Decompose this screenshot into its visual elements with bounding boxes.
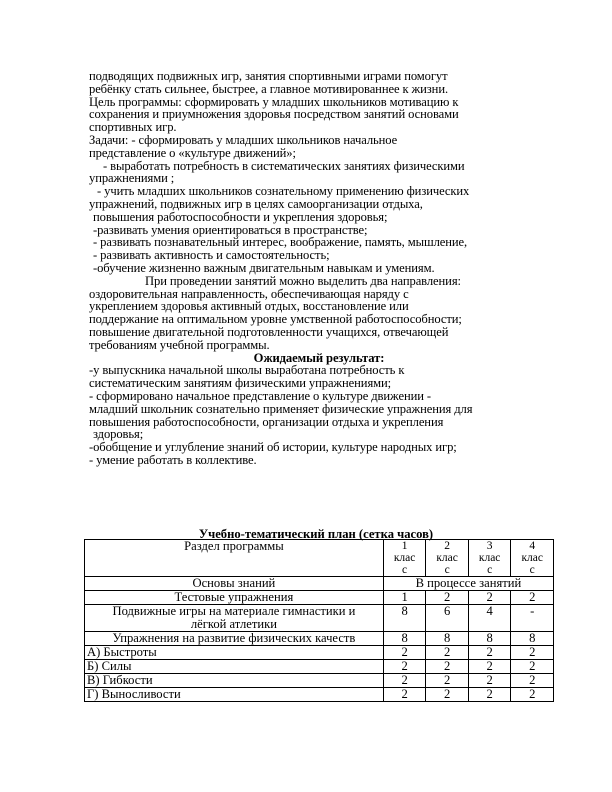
text-line: упражнений, подвижных игр в целях самоорганизации отдыха,	[89, 196, 423, 211]
row-value: 2	[468, 591, 511, 605]
row-value: 2	[468, 660, 511, 674]
row-value: 8	[511, 632, 554, 646]
row-value: 2	[468, 646, 511, 660]
text-line: Цель программы: сформировать у младших школьников мотивацию к	[89, 94, 459, 109]
text-line: -обучение жизненно важным двигательным навыкам и умениям.	[93, 260, 435, 275]
class-header: 4 клас с	[511, 540, 554, 577]
row-value: 2	[468, 688, 511, 702]
text-line: повышения работоспособности и укрепления здоровья;	[93, 209, 388, 224]
text-line: требованиям учебной программы.	[89, 337, 270, 352]
row-value: 2	[426, 674, 469, 688]
text-line: спортивных игр.	[89, 120, 177, 135]
row-name: В) Гибкости	[85, 674, 384, 688]
body-text	[89, 70, 529, 467]
table-row	[85, 632, 554, 646]
text-line: Задачи: - сформировать у младших школьников начальное	[89, 132, 398, 147]
row-value: 2	[426, 591, 469, 605]
result-line: здоровья;	[93, 427, 144, 442]
text-line: - выработать потребность в систематических занятиях физическими	[103, 158, 465, 173]
text-line: ребёнку стать сильнее, быстрее, а главное мотивированнее к жизни.	[89, 81, 449, 96]
row-name: Основы знаний	[85, 577, 384, 591]
row-value: 4	[468, 605, 511, 632]
row-value: 8	[426, 632, 469, 646]
result-line: -у выпускника начальной школы выработана потребность к	[89, 363, 405, 378]
table-row	[85, 688, 554, 702]
table-header-row	[85, 540, 554, 577]
class-header: 2 клас с	[426, 540, 469, 577]
row-value: 8	[383, 632, 426, 646]
section-header: Раздел программы	[85, 540, 384, 577]
row-value: 1	[383, 591, 426, 605]
text-line: - учить младших школьников сознательному применению физических	[97, 184, 470, 199]
row-value-merged: В процессе занятий	[383, 577, 553, 591]
row-value: 2	[426, 688, 469, 702]
text-line: подводящих подвижных игр, занятия спортивными играми помогут	[89, 69, 448, 83]
result-line: повышения работоспособности, организации отдыха и укрепления	[89, 414, 444, 429]
row-value: 2	[383, 646, 426, 660]
row-value: 2	[511, 688, 554, 702]
row-value: 8	[383, 605, 426, 632]
result-line: систематическим занятиям физическими упражнениями;	[89, 376, 392, 391]
text-line: упражнениями ;	[89, 171, 175, 186]
text-line: представление о «культуре движений»;	[89, 145, 296, 160]
text-line: оздоровительная направленность, обеспечивающая наряду с	[89, 286, 409, 301]
class-header: 3 клас с	[468, 540, 511, 577]
table-title: Учебно-тематический план (сетка часов)	[198, 527, 434, 541]
row-value: -	[511, 605, 554, 632]
text-line: -развивать умения ориентироваться в пространстве;	[93, 222, 368, 237]
row-name: Упражнения на развитие физических качеств	[85, 632, 384, 646]
row-value: 6	[426, 605, 469, 632]
row-name: А) Быстроты	[85, 646, 384, 660]
row-value: 8	[468, 632, 511, 646]
table-row	[85, 646, 554, 660]
text-line: При проведении занятий можно выделить два направления:	[145, 273, 461, 288]
row-value: 2	[383, 660, 426, 674]
result-line: - умение работать в коллективе.	[89, 452, 257, 467]
result-line: младший школьник сознательно применяет физические упражнения для	[89, 401, 473, 416]
row-value: 2	[426, 646, 469, 660]
row-value: 2	[511, 591, 554, 605]
text-line: повышение двигательной подготовленности учащихся, отвечающей	[89, 324, 449, 339]
row-value: 2	[383, 688, 426, 702]
table-row	[85, 674, 554, 688]
row-value: 2	[426, 660, 469, 674]
expected-result-heading: Ожидаемый результат:	[253, 350, 385, 365]
row-value: 2	[383, 674, 426, 688]
curriculum-table	[84, 539, 554, 702]
row-value: 2	[468, 674, 511, 688]
row-value: 2	[511, 660, 554, 674]
table-row	[85, 660, 554, 674]
text-line: укреплением здоровья активный отдых, восстановление или	[89, 299, 409, 314]
table-row	[85, 605, 554, 632]
row-name: Г) Выносливости	[85, 688, 384, 702]
result-line: - сформировано начальное представление о культуре движении -	[89, 388, 432, 403]
text-line: сохранения и приумножения здоровья посредством занятий основами	[89, 107, 459, 122]
text-line: поддержание на оптимальном уровне умственной работоспособности;	[89, 312, 462, 327]
table-row	[85, 577, 554, 591]
result-line: -обобщение и углубление знаний об истории, культуре народных игр;	[89, 440, 457, 455]
row-name: Б) Силы	[85, 660, 384, 674]
row-name: Тестовые упражнения	[85, 591, 384, 605]
row-value: 2	[511, 646, 554, 660]
row-name: Подвижные игры на материале гимнастики и лёгкой атлетики	[85, 605, 384, 632]
class-header: 1 клас с	[383, 540, 426, 577]
table-row	[85, 591, 554, 605]
text-line: - развивать познавательный интерес, воображение, память, мышление,	[93, 235, 468, 250]
text-line: - развивать активность и самостоятельность;	[93, 248, 330, 263]
row-value: 2	[511, 674, 554, 688]
